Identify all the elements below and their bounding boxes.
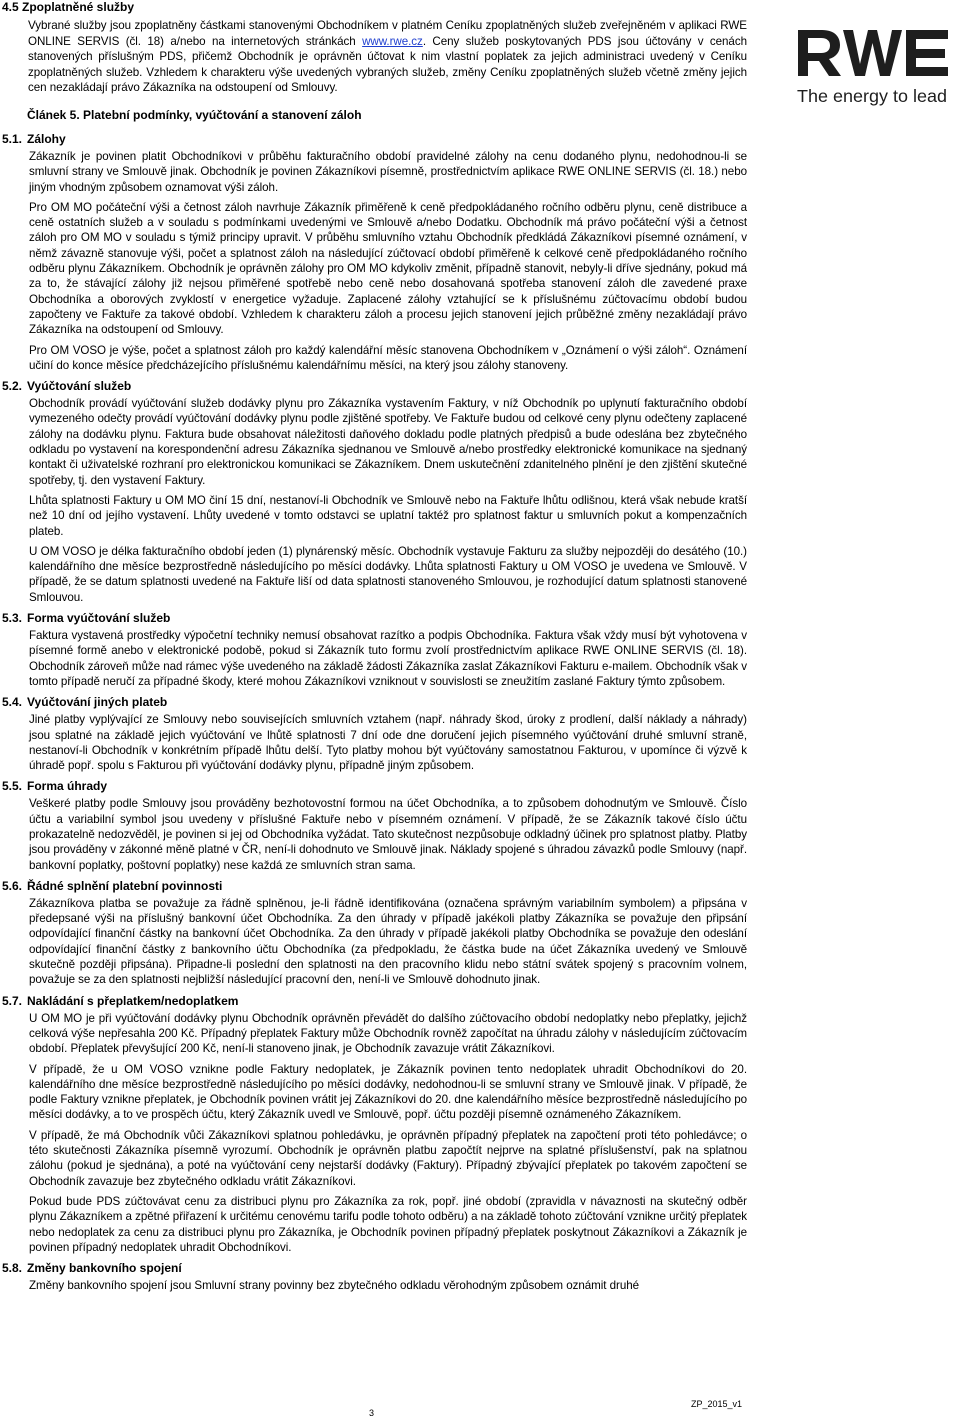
section-heading [2,694,747,710]
paragraph: Pro OM MO počáteční výši a četnost záloh navrhuje Zákazník přiměřeně k ceně předpokládaného ročního odběru plynu, ceně distribuce a ceně ostatních služeb a v souladu s podmínkami uvedenými ve Smlouvě a/nebo Dodatku. Obchodník má právo počáteční výši a četnost záloh pro OM MO v souladu s týmiž principy upravit. V průběhu smluvního vztahu Obchodník předkládá Zákazníkovi písemné oznámení, v němž závazně stanovuje výši, počet a splatnost záloh na následující zúčtovací období přiměřeně k celkové ceně předpokládaného ročního odběru plynu Zákazníkem. Obchodník je oprávněn zálohy pro OM MO kdykoliv změnit, případně stanovit, nebyly-li dříve sjednány, pokud má za to, že stávající zálohy již nejsou přiměřené spotřebě nebo ceně nebo dosahovaná spotřeba stanovení záloh dle zavedené praxe Obchodníka a oborových zvyklostí v energetice vyžaduje. Zaplacené zálohy vztahující se k příslušnému zúčtovacímu období budou započteny ve Faktuře za takové období. Vzhledem k charakteru záloh a procesu jejich stanovení jejich průběžné změny nezakládají právo Zákazníka na odstoupení od Smlouvy. [29,200,747,337]
section-4-5 [2,0,747,96]
paragraph: Faktura vystavená prostředky výpočetní techniky nemusí obsahovat razítko a podpis Obchodníka. Faktura však vždy musí být vyhotovena v písemné formě anebo v elektronické podobě, pokud si Zákazník tuto formu zvolí prostřednictvím aplikace RWE ONLINE SERVIS (čl. 18). Obchodník zároveň může nad rámec výše uvedeného na základě žádosti Zákazníka zaslat Zákazníkovi Fakturu e-mailem. Obchodník však v tomto případě neručí za případné škody, které mohou Zákazníkovi vzniknout v souvislosti se zneužitím zaslané Faktury týmto způsobem. [29,629,747,688]
section-5-8 [0,1260,747,1293]
paragraph: V případě, že u OM VOSO vznikne podle Faktury nedoplatek, je Zákazník povinen tento nedoplatek uhradit Obchodníkovi do 20. kalendářního dne měsíce bezprostředně následujícího po měsíci dodávky, nedohodnou-li se smluvní strany ve Smlouvě jinak. V případě, že podle Faktury vznikne přeplatek, je Obchodník povinen vrátit jej Zákazníkovi do 20. dne kalendářního měsíce bezprostředně následujícího po měsíci dodávky, a to ve prospěch účtu, který Zákazník uvedl ve Smlouvě, popř. účtu později písemně oznámeného Zákazníkem. [29,1062,747,1122]
section-title: Forma vyúčtování služeb [27,611,171,626]
section-heading [2,1260,747,1276]
paragraph: Veškeré platby podle Smlouvy jsou prováděny bezhotovostní formou na účet Obchodníka, a to způsobem dohodnutým ve Smlouvě. Číslo účtu a variabilní symbol jsou uvedeny v příslušné Faktuře nebo v písemném oznámení. V případě, že se Zákazník takové číslo účtu prokazatelně nedozvěděl, je povinen si jej od Obchodníka vyžádat. Tato skutečnost nezpůsobuje odkladný účinek pro splatnost platby. Platby jsou prováděny v zákonné měně platné v ČR, není-li dohodnuto ve Smlouvě jinak. Náklady spojené s úhradou závazků podle Smlouvy (např. bankovní poplatky, poštovní poplatky) nese každá ze smluvních stran sama. [29,797,747,872]
section-number: 5.6. [2,878,23,893]
section-number: 5.8. [2,1261,23,1276]
section-number: 5.4. [2,695,23,710]
section-heading [2,610,747,626]
paragraph: Pokud bude PDS zúčtovávat cenu za distribuci plynu pro Zákazníka za rok, popř. jiné období (zpravidla v návaznosti na skutečný odběr plynu Zákazníkem a zpětné přiřazení k určitému cenovému tarifu podle tohoto odběru) a na základě tohoto zúčtování vznikne určitý přeplatek nebo nedoplatek za cenu za distribuci plynu pro Zákazníka, je Obchodník povinen případný přeplatek poskytnout Zákazníkovi a Zákazník je povinen případný nedoplatek uhradit Obchodníkovi. [29,1194,747,1254]
rwe-website-link[interactable]: www.rwe.cz [362,34,423,48]
intro-text-part-2: . Ceny služeb poskytovaných PDS jsou účtovány v cenách stanovených příslušným PDS, přičemž Obchodník je oprávněn účtovat k nim vlastní poplatek za jejich administraci uvedený v Ceníku zpoplatněných služeb. Vzhledem k charakteru výše uvedených vybraných služeb, změny Ceníku zpoplatněných služeb včetně změny jejich cen nezakládají právo Zákazníka na odstoupení od Smlouvy. [28,34,747,95]
paragraph: Pro OM VOSO je výše, počet a splatnost záloh pro každý kalendářní měsíc stanovena Obchodníkem v „Oznámení o výši záloh“. Oznámení učiní do konce měsíce předcházejícího příslušnému kalendářnímu měsíci, na který jsou zálohy stanoveny. [29,343,747,372]
section-heading: 4.5 Zpoplatněné služby [2,0,135,14]
paragraph: Změny bankovního spojení jsou Smluvní strany povinny bez zbytečného odkladu věrohodným způsobem oznámit druhé [29,1279,640,1293]
section-5-5 [0,778,747,872]
paragraph: U OM MO je při vyúčtování dodávky plynu Obchodník oprávněn převádět do dalšího zúčtovacího období nedoplatky nebo přeplatky, jejichž celková výše nepřesahla 200 Kč. Případný přeplatek Faktury může Obchodník rovněž započítat na úhradu zálohy v následujícím zúčtovacím období. Přeplatek převyšující 200 Kč, není-li stanoveno jinak, je Obchodník zavazuje vrátit Zákazníkovi. [29,1011,747,1056]
intro-text-part-1: Vybrané služby jsou zpoplatněny částkami stanovenými Obchodníkem v platném Ceníku zpoplatněných služeb zveřejněném v aplikaci RWE ONLINE SERVIS (čl. 18) a/nebo na internetových stránkách [28,19,747,48]
section-title: Nakládání s přeplatkem/nedoplatkem [27,993,239,1008]
paragraph: Zákazník je povinen platit Obchodníkovi v průběhu fakturačního období pravidelné zálohy na cenu dodaného plynu, nedohodnou-li se smluvní strany ve Smlouvě jinak. Obchodník je povinen Zákazníkovi písemně, prostřednictvím aplikace RWE ONLINE SERVIS (čl. 18.) nebo jiným vhodným způsobem oznamovat výši záloh. [29,150,747,194]
article-sections [0,131,747,1293]
section-5-6 [0,878,747,988]
paragraph: Obchodník provádí vyúčtování služeb dodávky plynu pro Zákazníka vystavením Faktury, v níž Obchodník po uplynutí fakturačního období vymezeného odečty provádí vyúčtování dodávky plynu podle zjištěné spotřeby. Ve Faktuře budou od celkové ceny plynu odečteny zaplacené zálohy na dodávku plynu. Faktura bude obsahovat náležitosti daňového dokladu podle platných předpisů a bude odeslána bez zbytečného odkladu po vystavení na korespondenční adresu Zákazníka sjednanou ve Smlouvě a/nebo prostředky elektronické komunikace na sjednaný kontakt či uživatelské rozhraní pro elektronickou komunikaci se Zákazníkem. Dnem uskutečnění zdanitelného plnění je den zjištění skutečné spotřeby, tj. den vystavení Faktury. [29,397,747,487]
section-5-1 [0,131,747,373]
paragraph: U OM VOSO je délka fakturačního období jeden (1) plynárenský měsíc. Obchodník vystavuje Fakturu za služby nejpozději do desátého (10.) kalendářního dne měsíce bezprostředně následujícího po měsíci dodávky. Lhůta splatnosti Faktury u OM VOSO je uvedena ve Smlouvě. V případě, že se datum splatnosti uvedené na Faktuře liší od data splatnosti stanoveného Smlouvou, je rozhodující datum splatnosti stanovené Smlouvou. [29,544,747,604]
section-heading [2,131,747,147]
section-heading [2,378,747,394]
paragraph: Lhůta splatnosti Faktury u OM MO činí 15 dní, nestanoví-li Obchodník ve Smlouvě nebo na Faktuře lhůtu odlišnou, která však nebude kratší než 10 dní od jejího vystavení. Lhůty uvedené v tomto odstavci se uplatní taktéž pro splatnost faktur u smluvních pokut a kompenzačních plateb. [29,493,747,538]
section-title: Zálohy [27,132,66,146]
paragraph: Zákazníkova platba se považuje za řádně splněnou, je-li řádně identifikována (označena správným variabilním symbolem) a připsána v předepsané výši na příslušný bankovní účet Obchodníka. Za den úhrady v případě jakékoli platby Zákazníka se považuje den připsání odpovídající finanční částky na bankovní účet Obchodníka. Za den úhrady v případě jakékoli platby Obchodníka se považuje den odeslání odpovídající finanční částky z bankovního účtu Obchodníka (za předpokladu, že částka bude na účet Zákazníka uvedený ve Smlouvě skutečně později připsána). Připadne-li poslední den splatnosti na den pracovního klidu nebo státní svátek spojený s pracovním volnem, považuje se za den splatnosti nejbližší následující pracovní den, není-li ve Smlouvě dohodnuto jinak. [29,896,747,987]
section-number: 5.1. [2,132,23,146]
section-5-4 [0,694,747,773]
logo-tagline: The energy to lead [797,86,947,106]
section-5-3 [0,610,747,689]
document-code: ZP_2015_v1 [691,1399,743,1409]
section-title: Vyúčtování služeb [27,379,132,394]
article-5 [0,107,747,1293]
page-number: 3 [369,1408,375,1418]
section-heading [2,878,747,894]
section-5-2 [0,378,747,605]
section-number: 5.5. [2,779,23,794]
rwe-logo-graphic [796,28,960,108]
section-number: 5.2. [2,379,23,394]
section-heading [2,778,747,794]
paragraph: V případě, že má Obchodník vůči Zákazníkovi splatnou pohledávku, je oprávněn případný přeplatek na započtení proti této pohledávce; o této skutečnosti Zákazníka písemně vyrozumí. Obchodník je oprávněn platbu započtít nejprve na splatné příslušenství, pak na splatnou zálohu (pokud je sjednána), a poté na vyúčtování ceny nejstarší dodávky (Faktury). Případný zbývající přeplatek po takovém započtení se Obchodník zavazuje bez zbytečného odkladu vrátit Zákazníkovi. [29,1128,747,1188]
section-4-5-paragraph [28,18,747,96]
paragraph: Jiné platby vyplývající ze Smlouvy nebo souvisejících smluvních vztahem (např. náhrady škod, úroky z prodlení, další náklady a náhrady) jsou splatné na základě jejich vyúčtování ve lhůtě splatnosti 7 dní ode dne doručení jejich písemného vyúčtování druhé smluvní straně, nestanoví-li Obchodník v konkrétním případě lhůtu delší. Tyto platby mohou být vyúčtovány samostatnou Fakturou, v upomínce či výzvě k úhradě popř. spolu s Fakturou při vyúčtování dodávky plynu, případně jiným způsobem. [29,713,747,773]
section-5-7 [0,993,747,1255]
rwe-logo [796,28,960,108]
section-title: Forma úhrady [27,779,108,794]
section-number: 5.7. [2,993,23,1008]
section-title: Změny bankovního spojení [27,1261,182,1276]
section-number: 5.3. [2,611,23,626]
section-title: Řádné splnění platební povinnosti [27,878,223,893]
section-heading [2,993,747,1009]
article-title: Článek 5. Platební podmínky, vyúčtování a stanovení záloh [27,108,362,122]
rwe-logo-letters [798,30,948,76]
section-title: Vyúčtování jiných plateb [27,695,168,710]
